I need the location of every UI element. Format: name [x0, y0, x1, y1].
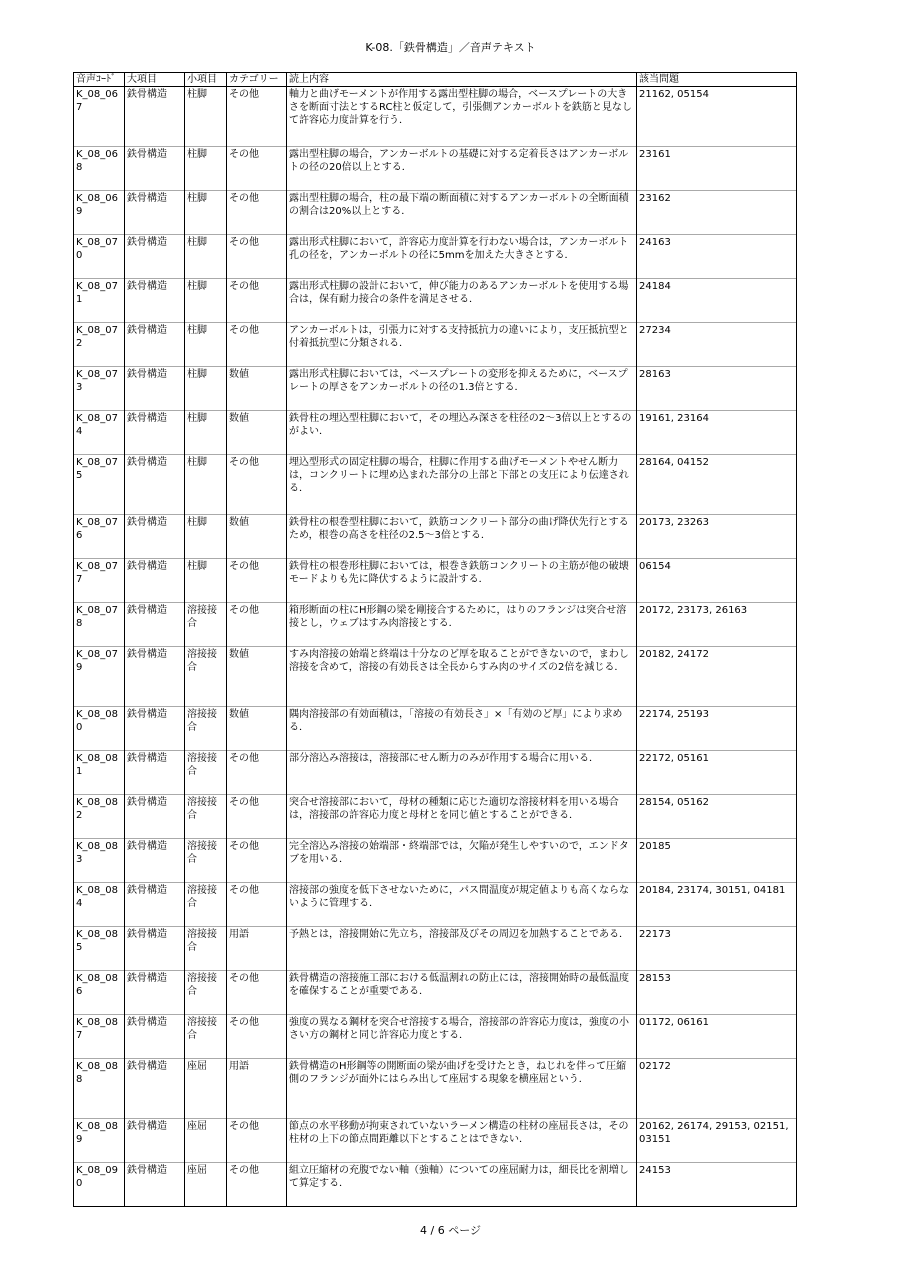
cell-ref: 01172, 06161: [637, 1015, 797, 1059]
cell-category: 数値: [227, 367, 287, 411]
table-row: [74, 411, 797, 455]
cell-category: その他: [227, 603, 287, 647]
cell-major: 鉄骨構造: [125, 971, 185, 1015]
table-row: [74, 367, 797, 411]
cell-major: 鉄骨構造: [125, 603, 185, 647]
table-row: [74, 1119, 797, 1163]
cell-category: その他: [227, 147, 287, 191]
cell-category: その他: [227, 751, 287, 795]
table-row: [74, 1059, 797, 1119]
cell-major: 鉄骨構造: [125, 411, 185, 455]
cell-ref: 20172, 23173, 26163: [637, 603, 797, 647]
cell-code: K_08_068: [74, 147, 125, 191]
cell-code: K_08_079: [74, 647, 125, 707]
cell-minor: 溶接接合: [185, 647, 227, 707]
cell-ref: 20173, 23263: [637, 515, 797, 559]
cell-category: 数値: [227, 515, 287, 559]
cell-major: 鉄骨構造: [125, 87, 185, 147]
header-text: 読上内容: [287, 73, 637, 87]
cell-text: 露出形式柱脚においては，ベースプレートの変形を抑えるために，ベースプレートの厚さをアンカーボルトの径の1.3倍とする．: [287, 367, 637, 411]
cell-category: 数値: [227, 647, 287, 707]
cell-minor: 柱脚: [185, 147, 227, 191]
cell-minor: 柱脚: [185, 235, 227, 279]
header-category: カテゴリー: [227, 73, 287, 87]
table-row: [74, 279, 797, 323]
cell-ref: 24153: [637, 1163, 797, 1207]
cell-code: K_08_082: [74, 795, 125, 839]
cell-minor: 柱脚: [185, 279, 227, 323]
cell-text: 組立圧縮材の充腹でない軸（強軸）についての座屈耐力は，細長比を割増して算定する．: [287, 1163, 637, 1207]
cell-text: 埋込型形式の固定柱脚の場合，柱脚に作用する曲げモーメントやせん断力は，コンクリートに埋め込まれた部分の上部と下部との支圧により伝達される．: [287, 455, 637, 515]
cell-major: 鉄骨構造: [125, 235, 185, 279]
cell-ref: 22173: [637, 927, 797, 971]
cell-major: 鉄骨構造: [125, 191, 185, 235]
table-row: [74, 559, 797, 603]
cell-code: K_08_081: [74, 751, 125, 795]
cell-code: K_08_077: [74, 559, 125, 603]
cell-ref: 24163: [637, 235, 797, 279]
cell-code: K_08_073: [74, 367, 125, 411]
cell-text: 露出型柱脚の場合，アンカーボルトの基礎に対する定着長さはアンカーボルトの径の20倍以上とする．: [287, 147, 637, 191]
table-row: [74, 1015, 797, 1059]
table-row: [74, 323, 797, 367]
cell-category: その他: [227, 279, 287, 323]
cell-ref: 28163: [637, 367, 797, 411]
cell-major: 鉄骨構造: [125, 515, 185, 559]
page-number: 4 / 6 ページ: [420, 1224, 481, 1237]
cell-category: 用語: [227, 1059, 287, 1119]
cell-category: その他: [227, 559, 287, 603]
cell-minor: 柱脚: [185, 367, 227, 411]
cell-text: 箱形断面の柱にH形鋼の梁を剛接合するために，はりのフランジは突合せ溶接とし，ウェブはすみ肉溶接とする．: [287, 603, 637, 647]
voice-text-table: [73, 72, 797, 1207]
table-row: [74, 839, 797, 883]
cell-major: 鉄骨構造: [125, 1119, 185, 1163]
cell-text: 鉄骨構造の溶接施工部における低温割れの防止には，溶接開始時の最低温度を確保することが重要である．: [287, 971, 637, 1015]
cell-minor: 溶接接合: [185, 1015, 227, 1059]
cell-major: 鉄骨構造: [125, 147, 185, 191]
table-row: [74, 647, 797, 707]
cell-category: その他: [227, 191, 287, 235]
cell-category: その他: [227, 1163, 287, 1207]
cell-code: K_08_078: [74, 603, 125, 647]
cell-text: 露出形式柱脚において，許容応力度計算を行わない場合は，アンカーボルト孔の径を，アンカーボルトの径に5mmを加えた大きさとする．: [287, 235, 637, 279]
cell-ref: 20185: [637, 839, 797, 883]
cell-text: 節点の水平移動が拘束されていないラーメン構造の柱材の座屈長さは，その柱材の上下の節点間距離以下とすることはできない．: [287, 1119, 637, 1163]
cell-category: その他: [227, 235, 287, 279]
cell-category: その他: [227, 323, 287, 367]
cell-code: K_08_069: [74, 191, 125, 235]
header-row: [74, 73, 797, 87]
cell-major: 鉄骨構造: [125, 927, 185, 971]
cell-major: 鉄骨構造: [125, 559, 185, 603]
cell-minor: 座屈: [185, 1059, 227, 1119]
cell-minor: 溶接接合: [185, 971, 227, 1015]
cell-code: K_08_089: [74, 1119, 125, 1163]
document-title: K-08.「鉄骨構造」／音声テキスト: [365, 41, 536, 54]
cell-category: その他: [227, 87, 287, 147]
cell-major: 鉄骨構造: [125, 367, 185, 411]
cell-code: K_08_087: [74, 1015, 125, 1059]
cell-major: 鉄骨構造: [125, 795, 185, 839]
cell-category: 用語: [227, 927, 287, 971]
cell-code: K_08_076: [74, 515, 125, 559]
cell-major: 鉄骨構造: [125, 279, 185, 323]
cell-ref: 28154, 05162: [637, 795, 797, 839]
cell-major: 鉄骨構造: [125, 455, 185, 515]
cell-major: 鉄骨構造: [125, 1059, 185, 1119]
cell-minor: 柱脚: [185, 455, 227, 515]
cell-minor: 柱脚: [185, 323, 227, 367]
cell-category: その他: [227, 971, 287, 1015]
cell-ref: 19161, 23164: [637, 411, 797, 455]
cell-major: 鉄骨構造: [125, 323, 185, 367]
cell-text: 露出型柱脚の場合，柱の最下端の断面積に対するアンカーボルトの全断面積の割合は20%以上とする．: [287, 191, 637, 235]
cell-text: 溶接部の強度を低下させないために，パス間温度が規定値よりも高くならないように管理する．: [287, 883, 637, 927]
cell-code: K_08_090: [74, 1163, 125, 1207]
cell-ref: 28164, 04152: [637, 455, 797, 515]
header-code: 音声ｺｰﾄﾞ: [74, 73, 125, 87]
cell-text: 部分溶込み溶接は，溶接部にせん断力のみが作用する場合に用いる．: [287, 751, 637, 795]
cell-ref: 24184: [637, 279, 797, 323]
cell-category: 数値: [227, 707, 287, 751]
header-ref: 該当問題: [637, 73, 797, 87]
cell-code: K_08_086: [74, 971, 125, 1015]
cell-minor: 溶接接合: [185, 927, 227, 971]
table-row: [74, 147, 797, 191]
cell-category: その他: [227, 883, 287, 927]
cell-code: K_08_071: [74, 279, 125, 323]
cell-ref: 21162, 05154: [637, 87, 797, 147]
cell-major: 鉄骨構造: [125, 647, 185, 707]
header-major: 大項目: [125, 73, 185, 87]
table-row: [74, 87, 797, 147]
table-row: [74, 603, 797, 647]
cell-code: K_08_088: [74, 1059, 125, 1119]
table-row: [74, 515, 797, 559]
table-row: [74, 795, 797, 839]
cell-minor: 溶接接合: [185, 751, 227, 795]
cell-major: 鉄骨構造: [125, 751, 185, 795]
cell-minor: 柱脚: [185, 559, 227, 603]
cell-minor: 座屈: [185, 1163, 227, 1207]
cell-ref: 22172, 05161: [637, 751, 797, 795]
cell-text: アンカーボルトは，引張力に対する支持抵抗力の違いにより，支圧抵抗型と付着抵抗型に分類される．: [287, 323, 637, 367]
cell-text: 完全溶込み溶接の始端部・終端部では，欠陥が発生しやすいので，エンドタブを用いる．: [287, 839, 637, 883]
cell-category: その他: [227, 455, 287, 515]
cell-ref: 06154: [637, 559, 797, 603]
cell-ref: 20182, 24172: [637, 647, 797, 707]
cell-minor: 溶接接合: [185, 707, 227, 751]
cell-code: K_08_074: [74, 411, 125, 455]
cell-ref: 28153: [637, 971, 797, 1015]
cell-text: 隅肉溶接部の有効面積は，「溶接の有効長さ」×「有効のど厚」により求める．: [287, 707, 637, 751]
cell-text: 突合せ溶接部において，母材の種類に応じた適切な溶接材料を用いる場合は，溶接部の許容応力度と母材とを同じ値とすることができる．: [287, 795, 637, 839]
cell-category: 数値: [227, 411, 287, 455]
cell-category: その他: [227, 1015, 287, 1059]
cell-category: その他: [227, 839, 287, 883]
cell-minor: 柱脚: [185, 515, 227, 559]
cell-minor: 溶接接合: [185, 603, 227, 647]
cell-code: K_08_080: [74, 707, 125, 751]
cell-minor: 溶接接合: [185, 839, 227, 883]
cell-code: K_08_083: [74, 839, 125, 883]
cell-code: K_08_084: [74, 883, 125, 927]
table-row: [74, 455, 797, 515]
cell-text: 鉄骨柱の根巻型柱脚において，鉄筋コンクリート部分の曲げ降伏先行とするため，根巻の高さを柱径の2.5～3倍とする．: [287, 515, 637, 559]
cell-category: その他: [227, 1119, 287, 1163]
table-row: [74, 1163, 797, 1207]
cell-minor: 座屈: [185, 1119, 227, 1163]
table-row: [74, 751, 797, 795]
cell-ref: 23161: [637, 147, 797, 191]
table-row: [74, 235, 797, 279]
cell-minor: 柱脚: [185, 191, 227, 235]
cell-major: 鉄骨構造: [125, 1015, 185, 1059]
cell-text: 鉄骨柱の埋込型柱脚において，その埋込み深さを柱径の2～3倍以上とするのがよい．: [287, 411, 637, 455]
cell-minor: 柱脚: [185, 411, 227, 455]
cell-major: 鉄骨構造: [125, 883, 185, 927]
cell-ref: 20162, 26174, 29153, 02151, 03151: [637, 1119, 797, 1163]
cell-text: 予熱とは，溶接開始に先立ち，溶接部及びその周辺を加熱することである．: [287, 927, 637, 971]
table-row: [74, 191, 797, 235]
cell-ref: 20184, 23174, 30151, 04181: [637, 883, 797, 927]
cell-code: K_08_085: [74, 927, 125, 971]
cell-ref: 27234: [637, 323, 797, 367]
cell-ref: 02172: [637, 1059, 797, 1119]
cell-text: 鉄骨構造のH形鋼等の開断面の梁が曲げを受けたとき，ねじれを伴って圧縮側のフランジが面外にはらみ出して座屈する現象を横座屈という．: [287, 1059, 637, 1119]
cell-major: 鉄骨構造: [125, 707, 185, 751]
cell-text: 鉄骨柱の根巻形柱脚においては，根巻き鉄筋コンクリートの主筋が他の破壊モードよりも先に降伏するように設計する．: [287, 559, 637, 603]
cell-major: 鉄骨構造: [125, 839, 185, 883]
cell-text: 軸力と曲げモーメントが作用する露出型柱脚の場合，ベースプレートの大きさを断面寸法とするRC柱と仮定して，引張側アンカーボルトを鉄筋と見なして許容応力度計算を行う．: [287, 87, 637, 147]
cell-text: 露出形式柱脚の設計において，伸び能力のあるアンカーボルトを使用する場合は，保有耐力接合の条件を満足させる．: [287, 279, 637, 323]
cell-ref: 22174, 25193: [637, 707, 797, 751]
cell-text: 強度の異なる鋼材を突合せ溶接する場合，溶接部の許容応力度は，強度の小さい方の鋼材と同じ許容応力度とする．: [287, 1015, 637, 1059]
cell-code: K_08_072: [74, 323, 125, 367]
table-row: [74, 927, 797, 971]
cell-text: すみ肉溶接の始端と終端は十分なのど厚を取ることができないので，まわし溶接を含めて，溶接の有効長さは全長からすみ肉のサイズの2倍を減じる．: [287, 647, 637, 707]
cell-minor: 柱脚: [185, 87, 227, 147]
cell-ref: 23162: [637, 191, 797, 235]
cell-minor: 溶接接合: [185, 795, 227, 839]
cell-code: K_08_067: [74, 87, 125, 147]
table-row: [74, 883, 797, 927]
cell-major: 鉄骨構造: [125, 1163, 185, 1207]
cell-code: K_08_070: [74, 235, 125, 279]
table-row: [74, 707, 797, 751]
header-minor: 小項目: [185, 73, 227, 87]
cell-category: その他: [227, 795, 287, 839]
cell-code: K_08_075: [74, 455, 125, 515]
cell-minor: 溶接接合: [185, 883, 227, 927]
table-row: [74, 971, 797, 1015]
